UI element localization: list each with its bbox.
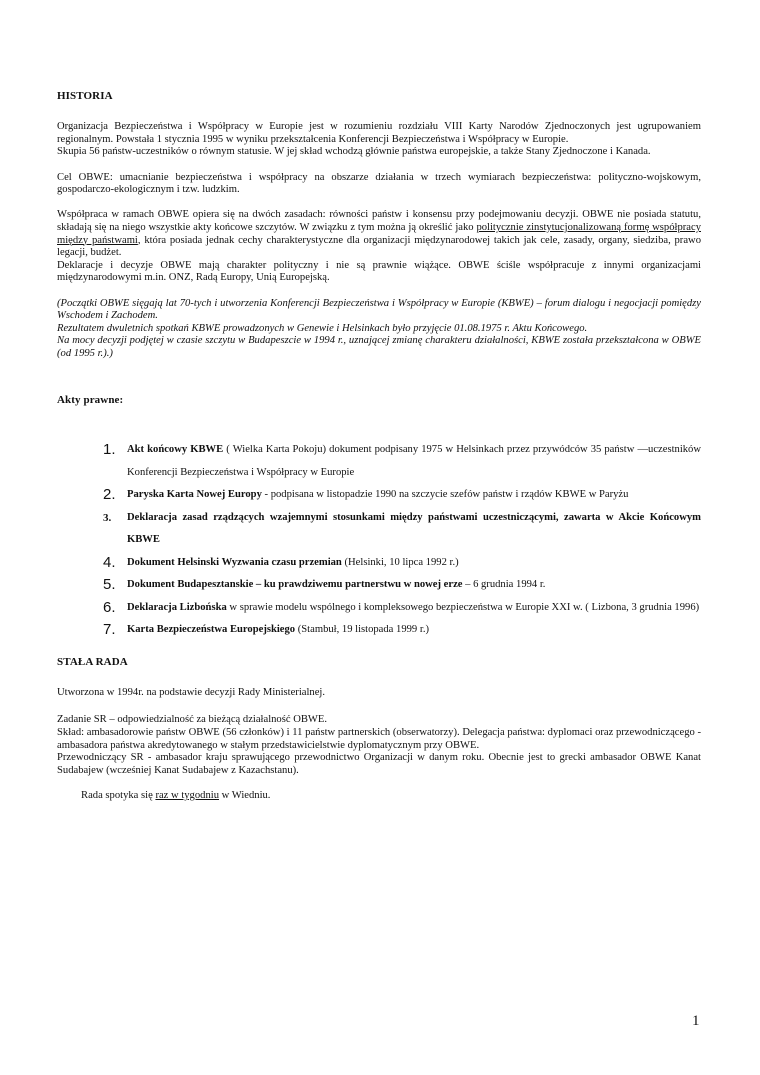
section-heading-akty: Akty prawne:	[57, 393, 124, 406]
paragraph: Rezultatem dwuletnich spotkań KBWE prowadzonych w Genewie i Helsinkach było przyjęcie 01.08.1975 r. Aktu Końcowego.	[57, 322, 588, 334]
list-number: 4.	[103, 553, 116, 571]
underlined-phrase: raz w tygodniu	[155, 789, 219, 801]
paragraph: Współpraca w ramach OBWE opiera się na dwóch zasadach: równości państw i konsensu przy podejmowaniu decyzji. OBWE nie posiada statutu, składają się na niego wszystkie akty końcowe szczytów. W związku z tym można ją określić jako politycznie zinstytucjonalizowaną formę współpracy między państwami, która posiada jednak cechy charakterystyczne dla organizacji międzynarodowej takich jak cele, zasady, organy, siedziba, prawo legacji, budżet.	[57, 209, 701, 259]
paragraph: Zadanie SR – odpowiedzialność za bieżącą działalność OBWE.	[57, 714, 328, 726]
section-heading-stala-rada: STAŁA RADA	[57, 655, 128, 668]
list-number: 5.	[103, 576, 116, 594]
underlined-phrase: politycznie zinstytucjonalizowaną formę współpracy między państwami	[57, 221, 701, 246]
list-number: 7.	[103, 621, 116, 639]
page-number: 1	[692, 1013, 700, 1029]
paragraph: Utworzona w 1994r. na podstawie decyzji Rady Ministerialnej.	[57, 687, 326, 699]
document-page	[57, 90, 701, 802]
list-item: 7. Karta Bezpieczeństwa Europejskiego (Stambuł, 19 listopada 1999 r.)	[57, 619, 701, 642]
paragraph: Deklaracje i decyzje OBWE mają charakter polityczny i nie są prawnie wiążące. OBWE ściśle współpracuje z innymi organizacjami międzynarodowymi m.in. ONZ, Radą Europy, Unią Europejską.	[57, 259, 701, 284]
section-heading-historia: HISTORIA	[57, 90, 113, 102]
list-number: 1.	[103, 441, 116, 459]
list-item: 3. Deklaracja zasad rządzących wzajemnymi stosunkami między państwami uczestniczącymi, zawarta w Akcie Końcowym KBWE	[57, 507, 701, 552]
paragraph: (Początki OBWE sięgają lat 70-tych i utworzenia Konferencji Bezpieczeństwa i Współpracy w Europie (KBWE) – forum dialogu i negocjacji pomiędzy Wschodem i Zachodem.	[57, 297, 701, 322]
paragraph: Cel OBWE: umacnianie bezpieczeństwa i współpracy na obszarze działania w trzech wymiarach bezpieczeństwa: polityczno-wojskowym, gospodarczo-ekologicznym i tzw. ludzkim.	[57, 171, 701, 196]
italic-note	[57, 298, 701, 361]
list-number: 2.	[103, 486, 116, 504]
paragraph: Na mocy decyzji podjętej w czasie szczytu w Budapeszcie w 1994 r., uznającej zmianę charakteru działalności, KBWE została przekształcona w OBWE (od 1995 r.).)	[57, 335, 701, 359]
paragraph: Skład: ambasadorowie państw OBWE (56 członków) i 11 państw partnerskich (obserwatorzy). Delegacja państwa: dyplomaci oraz przewodniczącego - ambasadora państwa akredytowanego w stałym przedstawicielstwie dyplomatycznym przy OBWE.	[57, 726, 701, 751]
list-item: 5. Dokument Budapesztanskie – ku prawdziwemu partnerstwu w nowej erze – 6 grudnia 1994 r.	[57, 574, 701, 597]
list-item: 4. Dokument Helsinski Wyzwania czasu przemian (Helsinki, 10 lipca 1992 r.)	[57, 552, 701, 575]
list-number: 6.	[103, 598, 116, 616]
paragraph: Organizacja Bezpieczeństwa i Współpracy w Europie jest w rozumieniu rozdziału VIII Karty Narodów Zjednoczonych jest ugrupowaniem regionalnym. Powstała 1 stycznia 1995 w wyniku przekształcenia Konferencji Bezpieczeństwa i Współpracy w Europie.	[57, 121, 701, 145]
list-item: 2. Paryska Karta Nowej Europy - podpisana w listopadzie 1990 na szczycie szefów państw i rządów KBWE w Paryżu	[57, 484, 701, 507]
paragraph: Rada spotyka się raz w tygodniu w Wiedniu.	[81, 789, 271, 801]
list-item: 6. Deklaracja Lizbońska w sprawie modelu wspólnego i kompleksowego bezpieczeństwa w Europie XXI w. ( Lizbona, 3 grudnia 1996)	[57, 597, 701, 620]
list-number: 3.	[103, 511, 112, 524]
legal-acts-list	[57, 439, 701, 642]
list-item: 1. Akt końcowy KBWE ( Wielka Karta Pokoju) dokument podpisany 1975 w Helsinkach przez przywódców 35 państw —uczestników Konferencji Bezpieczeństwa i Współpracy w Europie	[103, 441, 702, 478]
paragraph: Przewodniczący SR - ambasador kraju sprawującego przewodnictwo Organizacji w danym roku. Obecnie jest to grecki ambasador OBWE Kanat Sudabajew (wcześniej Kanat Sudabajew z Kazachstanu).	[57, 752, 701, 776]
paragraph: Skupia 56 państw-uczestników o równym statusie. W jej skład wchodzą głównie państwa europejskie, a także Stany Zjednoczone i Kanada.	[57, 146, 651, 158]
